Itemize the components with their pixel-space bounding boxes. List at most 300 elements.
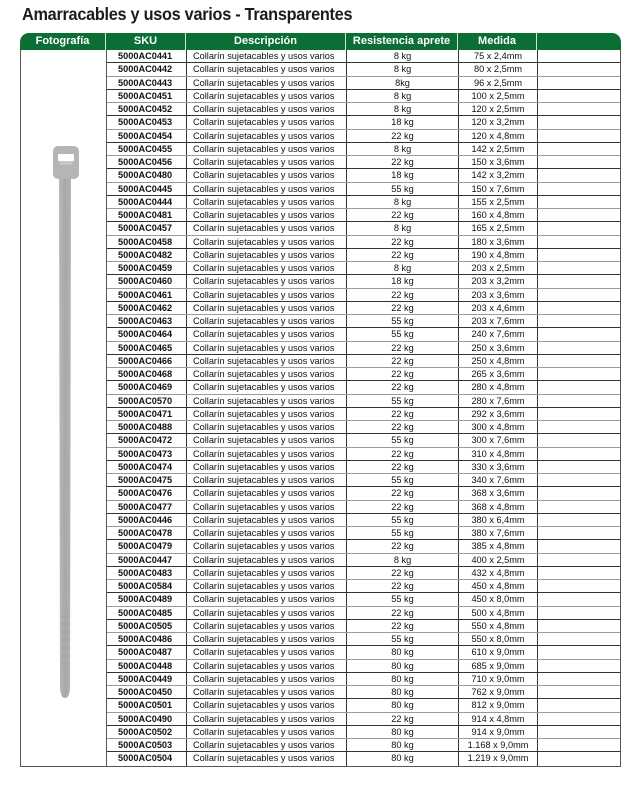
- description-cell: Collarín sujetacables y usos varios: [187, 63, 347, 75]
- sku-cell: 5000AC0453: [107, 116, 187, 128]
- table-body: [20, 50, 621, 767]
- size-cell: 155 x 2,5mm: [459, 196, 538, 208]
- size-cell: 160 x 4,8mm: [459, 209, 538, 221]
- resistance-cell: 22 kg: [347, 408, 459, 420]
- description-cell: Collarín sujetacables y usos varios: [187, 514, 347, 526]
- resistance-cell: 80 kg: [347, 646, 459, 658]
- header-description: Descripción: [186, 33, 346, 50]
- sku-cell: 5000AC0447: [107, 554, 187, 566]
- size-cell: 203 x 7,6mm: [459, 315, 538, 327]
- extra-cell: [538, 315, 620, 327]
- table-row: [107, 236, 620, 249]
- description-cell: Collarín sujetacables y usos varios: [187, 50, 347, 62]
- extra-cell: [538, 633, 620, 645]
- sku-cell: 5000AC0449: [107, 673, 187, 685]
- sku-cell: 5000AC0487: [107, 646, 187, 658]
- description-cell: Collarín sujetacables y usos varios: [187, 262, 347, 274]
- table-row: [107, 527, 620, 540]
- sku-cell: 5000AC0465: [107, 342, 187, 354]
- resistance-cell: 22 kg: [347, 130, 459, 142]
- sku-cell: 5000AC0474: [107, 461, 187, 473]
- table-row: [107, 540, 620, 553]
- sku-cell: 5000AC0481: [107, 209, 187, 221]
- resistance-cell: 22 kg: [347, 236, 459, 248]
- description-cell: Collarín sujetacables y usos varios: [187, 77, 347, 89]
- description-cell: Collarín sujetacables y usos varios: [187, 90, 347, 102]
- description-cell: Collarín sujetacables y usos varios: [187, 355, 347, 367]
- sku-cell: 5000AC0454: [107, 130, 187, 142]
- size-cell: 432 x 4,8mm: [459, 567, 538, 579]
- table-row: [107, 130, 620, 143]
- description-cell: Collarín sujetacables y usos varios: [187, 183, 347, 195]
- resistance-cell: 55 kg: [347, 633, 459, 645]
- sku-cell: 5000AC0462: [107, 302, 187, 314]
- table-row: [107, 514, 620, 527]
- header-photo: Fotografía: [20, 33, 106, 50]
- extra-cell: [538, 408, 620, 420]
- sku-cell: 5000AC0461: [107, 289, 187, 301]
- sku-cell: 5000AC0483: [107, 567, 187, 579]
- description-cell: Collarín sujetacables y usos varios: [187, 567, 347, 579]
- resistance-cell: 22 kg: [347, 540, 459, 552]
- description-cell: Collarín sujetacables y usos varios: [187, 236, 347, 248]
- sku-cell: 5000AC0463: [107, 315, 187, 327]
- size-cell: 250 x 3,6mm: [459, 342, 538, 354]
- size-cell: 150 x 3,6mm: [459, 156, 538, 168]
- cable-tie-image: [47, 146, 83, 726]
- size-cell: 300 x 4,8mm: [459, 421, 538, 433]
- extra-cell: [538, 673, 620, 685]
- table-row: [107, 275, 620, 288]
- sku-cell: 5000AC0501: [107, 699, 187, 711]
- extra-cell: [538, 540, 620, 552]
- table-row: [107, 739, 620, 752]
- table-row: [107, 580, 620, 593]
- extra-cell: [538, 448, 620, 460]
- extra-cell: [538, 593, 620, 605]
- size-cell: 240 x 7,6mm: [459, 328, 538, 340]
- extra-cell: [538, 355, 620, 367]
- resistance-cell: 22 kg: [347, 289, 459, 301]
- extra-cell: [538, 660, 620, 672]
- resistance-cell: 22 kg: [347, 249, 459, 261]
- table-row: [107, 209, 620, 222]
- sku-cell: 5000AC0477: [107, 501, 187, 513]
- sku-cell: 5000AC0482: [107, 249, 187, 261]
- resistance-cell: 22 kg: [347, 567, 459, 579]
- resistance-cell: 22 kg: [347, 381, 459, 393]
- table-row: [107, 461, 620, 474]
- description-cell: Collarín sujetacables y usos varios: [187, 474, 347, 486]
- description-cell: Collarín sujetacables y usos varios: [187, 408, 347, 420]
- resistance-cell: 22 kg: [347, 342, 459, 354]
- size-cell: 280 x 7,6mm: [459, 395, 538, 407]
- table-row: [107, 487, 620, 500]
- description-cell: Collarín sujetacables y usos varios: [187, 620, 347, 632]
- table-header: [20, 33, 621, 50]
- description-cell: Collarín sujetacables y usos varios: [187, 540, 347, 552]
- extra-cell: [538, 103, 620, 115]
- resistance-cell: 18 kg: [347, 116, 459, 128]
- table-rows: [107, 50, 620, 766]
- extra-cell: [538, 752, 620, 765]
- table-row: [107, 77, 620, 90]
- resistance-cell: 80 kg: [347, 752, 459, 765]
- description-cell: Collarín sujetacables y usos varios: [187, 673, 347, 685]
- table-row: [107, 686, 620, 699]
- table-row: [107, 328, 620, 341]
- table-row: [107, 355, 620, 368]
- resistance-cell: 55 kg: [347, 183, 459, 195]
- table-row: [107, 289, 620, 302]
- resistance-cell: 8 kg: [347, 103, 459, 115]
- size-cell: 80 x 2,5mm: [459, 63, 538, 75]
- extra-cell: [538, 461, 620, 473]
- resistance-cell: 22 kg: [347, 461, 459, 473]
- resistance-cell: 80 kg: [347, 739, 459, 751]
- table-row: [107, 90, 620, 103]
- extra-cell: [538, 143, 620, 155]
- extra-cell: [538, 262, 620, 274]
- resistance-cell: 8 kg: [347, 50, 459, 62]
- resistance-cell: 55 kg: [347, 527, 459, 539]
- description-cell: Collarín sujetacables y usos varios: [187, 249, 347, 261]
- resistance-cell: 80 kg: [347, 660, 459, 672]
- table-row: [107, 593, 620, 606]
- resistance-cell: 22 kg: [347, 355, 459, 367]
- sku-cell: 5000AC0486: [107, 633, 187, 645]
- resistance-cell: 22 kg: [347, 156, 459, 168]
- extra-cell: [538, 434, 620, 446]
- extra-cell: [538, 342, 620, 354]
- resistance-cell: 22 kg: [347, 501, 459, 513]
- photo-column: [21, 50, 107, 766]
- resistance-cell: 22 kg: [347, 302, 459, 314]
- sku-cell: 5000AC0471: [107, 408, 187, 420]
- header-extra: [537, 33, 621, 50]
- description-cell: Collarín sujetacables y usos varios: [187, 209, 347, 221]
- sku-cell: 5000AC0490: [107, 713, 187, 725]
- resistance-cell: 8 kg: [347, 554, 459, 566]
- table-row: [107, 408, 620, 421]
- table-row: [107, 63, 620, 76]
- sku-cell: 5000AC0473: [107, 448, 187, 460]
- size-cell: 165 x 2,5mm: [459, 222, 538, 234]
- sku-cell: 5000AC0475: [107, 474, 187, 486]
- size-cell: 203 x 3,2mm: [459, 275, 538, 287]
- table-row: [107, 156, 620, 169]
- resistance-cell: 80 kg: [347, 699, 459, 711]
- resistance-cell: 55 kg: [347, 593, 459, 605]
- table-row: [107, 713, 620, 726]
- extra-cell: [538, 236, 620, 248]
- size-cell: 203 x 2,5mm: [459, 262, 538, 274]
- resistance-cell: 22 kg: [347, 713, 459, 725]
- description-cell: Collarín sujetacables y usos varios: [187, 368, 347, 380]
- resistance-cell: 8 kg: [347, 222, 459, 234]
- extra-cell: [538, 713, 620, 725]
- resistance-cell: 55 kg: [347, 395, 459, 407]
- size-cell: 1.168 x 9,0mm: [459, 739, 538, 751]
- size-cell: 75 x 2,4mm: [459, 50, 538, 62]
- sku-cell: 5000AC0503: [107, 739, 187, 751]
- extra-cell: [538, 474, 620, 486]
- sku-cell: 5000AC0489: [107, 593, 187, 605]
- extra-cell: [538, 421, 620, 433]
- size-cell: 142 x 3,2mm: [459, 169, 538, 181]
- table-row: [107, 699, 620, 712]
- extra-cell: [538, 739, 620, 751]
- extra-cell: [538, 527, 620, 539]
- size-cell: 368 x 4,8mm: [459, 501, 538, 513]
- sku-cell: 5000AC0445: [107, 183, 187, 195]
- sku-cell: 5000AC0584: [107, 580, 187, 592]
- description-cell: Collarín sujetacables y usos varios: [187, 487, 347, 499]
- description-cell: Collarín sujetacables y usos varios: [187, 275, 347, 287]
- table-row: [107, 381, 620, 394]
- resistance-cell: 8 kg: [347, 262, 459, 274]
- extra-cell: [538, 328, 620, 340]
- extra-cell: [538, 646, 620, 658]
- size-cell: 685 x 9,0mm: [459, 660, 538, 672]
- resistance-cell: 8 kg: [347, 143, 459, 155]
- table-row: [107, 116, 620, 129]
- size-cell: 385 x 4,8mm: [459, 540, 538, 552]
- resistance-cell: 80 kg: [347, 686, 459, 698]
- resistance-cell: 22 kg: [347, 580, 459, 592]
- description-cell: Collarín sujetacables y usos varios: [187, 448, 347, 460]
- size-cell: 400 x 2,5mm: [459, 554, 538, 566]
- sku-cell: 5000AC0570: [107, 395, 187, 407]
- table-row: [107, 302, 620, 315]
- table-row: [107, 633, 620, 646]
- header-resistance: Resistencia aprete: [346, 33, 458, 50]
- sku-cell: 5000AC0460: [107, 275, 187, 287]
- resistance-cell: 8 kg: [347, 196, 459, 208]
- resistance-cell: 55 kg: [347, 474, 459, 486]
- description-cell: Collarín sujetacables y usos varios: [187, 421, 347, 433]
- extra-cell: [538, 395, 620, 407]
- extra-cell: [538, 567, 620, 579]
- description-cell: Collarín sujetacables y usos varios: [187, 342, 347, 354]
- resistance-cell: 22 kg: [347, 607, 459, 619]
- resistance-cell: 55 kg: [347, 514, 459, 526]
- sku-cell: 5000AC0469: [107, 381, 187, 393]
- description-cell: Collarín sujetacables y usos varios: [187, 660, 347, 672]
- table-row: [107, 620, 620, 633]
- table-row: [107, 183, 620, 196]
- description-cell: Collarín sujetacables y usos varios: [187, 434, 347, 446]
- resistance-cell: 18 kg: [347, 275, 459, 287]
- size-cell: 310 x 4,8mm: [459, 448, 538, 460]
- extra-cell: [538, 77, 620, 89]
- size-cell: 762 x 9,0mm: [459, 686, 538, 698]
- extra-cell: [538, 368, 620, 380]
- sku-cell: 5000AC0480: [107, 169, 187, 181]
- sku-cell: 5000AC0485: [107, 607, 187, 619]
- description-cell: Collarín sujetacables y usos varios: [187, 222, 347, 234]
- size-cell: 203 x 4,6mm: [459, 302, 538, 314]
- description-cell: Collarín sujetacables y usos varios: [187, 156, 347, 168]
- size-cell: 368 x 3,6mm: [459, 487, 538, 499]
- description-cell: Collarín sujetacables y usos varios: [187, 713, 347, 725]
- table-row: [107, 607, 620, 620]
- sku-cell: 5000AC0446: [107, 514, 187, 526]
- size-cell: 100 x 2,5mm: [459, 90, 538, 102]
- extra-cell: [538, 487, 620, 499]
- sku-cell: 5000AC0458: [107, 236, 187, 248]
- size-cell: 292 x 3,6mm: [459, 408, 538, 420]
- size-cell: 120 x 2,5mm: [459, 103, 538, 115]
- table-row: [107, 196, 620, 209]
- extra-cell: [538, 514, 620, 526]
- size-cell: 250 x 4,8mm: [459, 355, 538, 367]
- header-sku: SKU: [106, 33, 186, 50]
- product-table: [20, 33, 621, 767]
- size-cell: 550 x 8,0mm: [459, 633, 538, 645]
- size-cell: 150 x 7,6mm: [459, 183, 538, 195]
- sku-cell: 5000AC0457: [107, 222, 187, 234]
- extra-cell: [538, 275, 620, 287]
- size-cell: 450 x 4,8mm: [459, 580, 538, 592]
- size-cell: 120 x 3,2mm: [459, 116, 538, 128]
- table-row: [107, 342, 620, 355]
- extra-cell: [538, 196, 620, 208]
- resistance-cell: 22 kg: [347, 209, 459, 221]
- description-cell: Collarín sujetacables y usos varios: [187, 752, 347, 765]
- size-cell: 120 x 4,8mm: [459, 130, 538, 142]
- table-row: [107, 50, 620, 63]
- resistance-cell: 18 kg: [347, 169, 459, 181]
- sku-cell: 5000AC0504: [107, 752, 187, 765]
- size-cell: 300 x 7,6mm: [459, 434, 538, 446]
- size-cell: 280 x 4,8mm: [459, 381, 538, 393]
- extra-cell: [538, 289, 620, 301]
- sku-cell: 5000AC0441: [107, 50, 187, 62]
- table-row: [107, 434, 620, 447]
- extra-cell: [538, 130, 620, 142]
- description-cell: Collarín sujetacables y usos varios: [187, 289, 347, 301]
- description-cell: Collarín sujetacables y usos varios: [187, 302, 347, 314]
- extra-cell: [538, 156, 620, 168]
- table-row: [107, 448, 620, 461]
- size-cell: 550 x 4,8mm: [459, 620, 538, 632]
- table-row: [107, 501, 620, 514]
- extra-cell: [538, 90, 620, 102]
- sku-cell: 5000AC0455: [107, 143, 187, 155]
- extra-cell: [538, 222, 620, 234]
- table-row: [107, 262, 620, 275]
- size-cell: 265 x 3,6mm: [459, 368, 538, 380]
- extra-cell: [538, 209, 620, 221]
- sku-cell: 5000AC0448: [107, 660, 187, 672]
- size-cell: 380 x 6,4mm: [459, 514, 538, 526]
- table-row: [107, 660, 620, 673]
- size-cell: 914 x 9,0mm: [459, 726, 538, 738]
- table-row: [107, 249, 620, 262]
- size-cell: 142 x 2,5mm: [459, 143, 538, 155]
- sku-cell: 5000AC0466: [107, 355, 187, 367]
- resistance-cell: 80 kg: [347, 726, 459, 738]
- resistance-cell: 22 kg: [347, 448, 459, 460]
- table-row: [107, 421, 620, 434]
- page-title: Amarracables y usos varios - Transparentes: [22, 4, 353, 24]
- table-row: [107, 726, 620, 739]
- resistance-cell: 22 kg: [347, 620, 459, 632]
- size-cell: 1.219 x 9,0mm: [459, 752, 538, 765]
- table-row: [107, 673, 620, 686]
- extra-cell: [538, 699, 620, 711]
- sku-cell: 5000AC0456: [107, 156, 187, 168]
- sku-cell: 5000AC0452: [107, 103, 187, 115]
- description-cell: Collarín sujetacables y usos varios: [187, 739, 347, 751]
- table-row: [107, 554, 620, 567]
- table-row: [107, 646, 620, 659]
- extra-cell: [538, 116, 620, 128]
- description-cell: Collarín sujetacables y usos varios: [187, 315, 347, 327]
- resistance-cell: 22 kg: [347, 368, 459, 380]
- table-row: [107, 474, 620, 487]
- resistance-cell: 8 kg: [347, 90, 459, 102]
- sku-cell: 5000AC0442: [107, 63, 187, 75]
- size-cell: 812 x 9,0mm: [459, 699, 538, 711]
- size-cell: 500 x 4,8mm: [459, 607, 538, 619]
- description-cell: Collarín sujetacables y usos varios: [187, 593, 347, 605]
- description-cell: Collarín sujetacables y usos varios: [187, 527, 347, 539]
- sku-cell: 5000AC0443: [107, 77, 187, 89]
- resistance-cell: 55 kg: [347, 328, 459, 340]
- extra-cell: [538, 580, 620, 592]
- resistance-cell: 80 kg: [347, 673, 459, 685]
- sku-cell: 5000AC0450: [107, 686, 187, 698]
- cable-tie-strap-icon: [59, 176, 71, 698]
- extra-cell: [538, 726, 620, 738]
- resistance-cell: 8 kg: [347, 63, 459, 75]
- table-row: [107, 143, 620, 156]
- size-cell: 180 x 3,6mm: [459, 236, 538, 248]
- resistance-cell: 55 kg: [347, 434, 459, 446]
- resistance-cell: 8kg: [347, 77, 459, 89]
- size-cell: 330 x 3,6mm: [459, 461, 538, 473]
- sku-cell: 5000AC0451: [107, 90, 187, 102]
- extra-cell: [538, 620, 620, 632]
- size-cell: 340 x 7,6mm: [459, 474, 538, 486]
- sku-cell: 5000AC0478: [107, 527, 187, 539]
- description-cell: Collarín sujetacables y usos varios: [187, 130, 347, 142]
- description-cell: Collarín sujetacables y usos varios: [187, 116, 347, 128]
- sku-cell: 5000AC0476: [107, 487, 187, 499]
- table-row: [107, 169, 620, 182]
- table-row: [107, 368, 620, 381]
- sku-cell: 5000AC0479: [107, 540, 187, 552]
- extra-cell: [538, 50, 620, 62]
- extra-cell: [538, 169, 620, 181]
- sku-cell: 5000AC0505: [107, 620, 187, 632]
- size-cell: 450 x 8,0mm: [459, 593, 538, 605]
- sku-cell: 5000AC0472: [107, 434, 187, 446]
- extra-cell: [538, 607, 620, 619]
- extra-cell: [538, 381, 620, 393]
- description-cell: Collarín sujetacables y usos varios: [187, 633, 347, 645]
- sku-cell: 5000AC0464: [107, 328, 187, 340]
- table-row: [107, 315, 620, 328]
- size-cell: 380 x 7,6mm: [459, 527, 538, 539]
- description-cell: Collarín sujetacables y usos varios: [187, 646, 347, 658]
- resistance-cell: 22 kg: [347, 487, 459, 499]
- size-cell: 190 x 4,8mm: [459, 249, 538, 261]
- description-cell: Collarín sujetacables y usos varios: [187, 686, 347, 698]
- table-row: [107, 752, 620, 765]
